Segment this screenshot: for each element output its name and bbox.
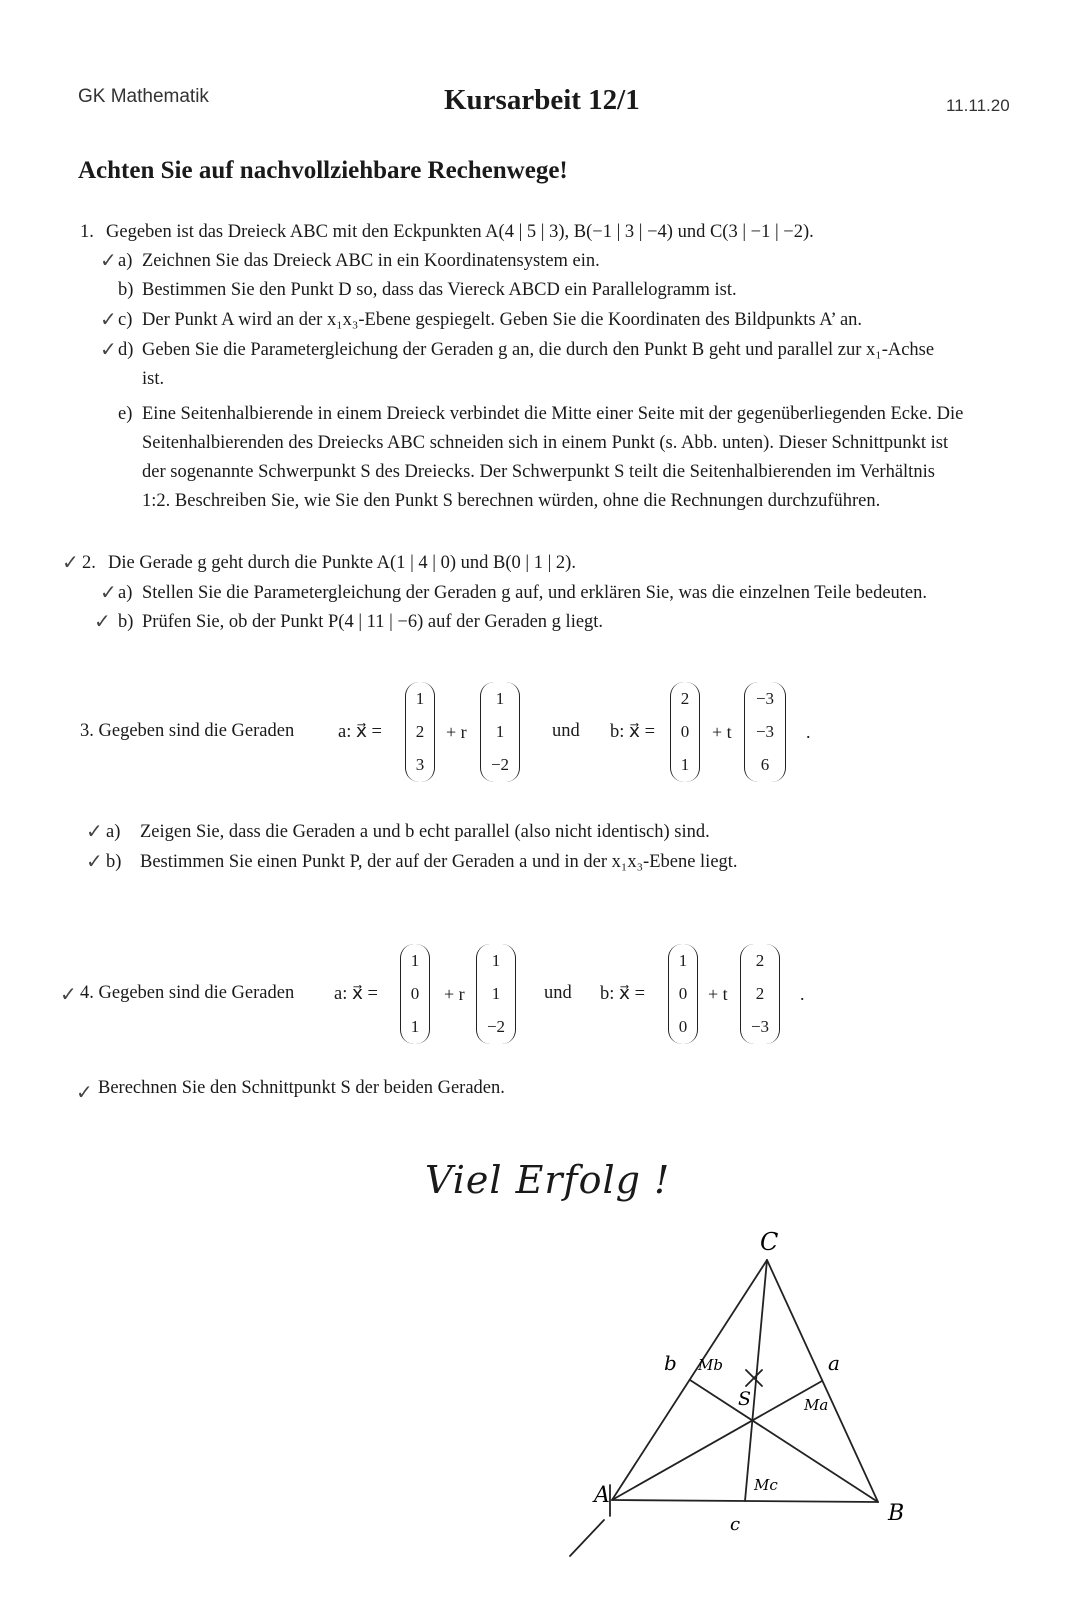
task3-a-direction-vector	[480, 682, 520, 782]
task3-intro: 3. Gegeben sind die Geraden	[80, 721, 295, 741]
centroid-sketch	[560, 1220, 940, 1580]
vector-component: −3	[755, 688, 775, 708]
period: .	[806, 722, 811, 742]
page-title: Kursarbeit 12/1	[444, 84, 640, 116]
median-a	[612, 1381, 822, 1500]
vector-component: −2	[490, 755, 510, 775]
task1d-label: d)	[118, 340, 134, 360]
task3-line-b-label: b: x⃗ =	[610, 722, 656, 742]
vector-component: 2	[755, 983, 765, 1003]
task4-line-a-label: a: x⃗ =	[334, 984, 378, 1004]
task4-a-direction-vector	[476, 944, 516, 1044]
vector-component: 2	[680, 688, 690, 708]
task4-text: Berechnen Sie den Schnittpunkt S der beiden Geraden.	[98, 1078, 505, 1098]
label-Mb: Mb	[698, 1356, 723, 1374]
task1c-label: c)	[118, 310, 133, 330]
task3-a-position-vector	[405, 682, 435, 782]
label-B: B	[888, 1501, 905, 1526]
task2b-text: Prüfen Sie, ob der Punkt P(4 | 11 | −6) auf der Geraden g liegt.	[142, 612, 604, 632]
vector-component: 0	[410, 983, 420, 1003]
task4-and: und	[544, 983, 572, 1003]
vector-component: 0	[678, 1017, 688, 1037]
task2-intro: Die Gerade g geht durch die Punkte A(1 | 4 | 0) und B(0 | 1 | 2).	[108, 553, 576, 573]
vector-component: −3	[755, 721, 775, 741]
check-mark-icon: ✓	[62, 550, 79, 574]
task1a-label: a)	[118, 251, 133, 271]
param-t: + t	[708, 984, 728, 1004]
task3-and: und	[552, 721, 580, 741]
task4-b-direction-vector	[740, 944, 780, 1044]
period: .	[800, 984, 805, 1004]
instruction-notice: Achten Sie auf nachvollziehbare Rechenwege!	[78, 157, 568, 184]
task3-b-direction-vector	[744, 682, 786, 782]
task4-b-position-vector	[668, 944, 698, 1044]
vector-component: 6	[760, 755, 770, 775]
axis-stroke	[570, 1520, 604, 1556]
label-A: A	[594, 1483, 610, 1508]
vector-component: 2	[415, 721, 425, 741]
task2a-label: a)	[118, 583, 133, 603]
vector-component: 1	[491, 950, 501, 970]
task1-intro: Gegeben ist das Dreieck ABC mit den Eckpunkten A(4 | 5 | 3), B(−1 | 3 | −4) und C(3 | −1 | −2).	[106, 222, 814, 242]
vector-component: 1	[495, 721, 505, 741]
label-c: c	[730, 1514, 741, 1535]
farewell-handwriting: Viel Erfolg !	[425, 1158, 671, 1202]
param-r: + r	[444, 984, 465, 1004]
check-mark-icon: ✓	[86, 819, 103, 843]
vector-component: 1	[491, 983, 501, 1003]
check-mark-icon: ✓	[100, 580, 117, 604]
check-mark-icon: ✓	[60, 982, 77, 1006]
label-a: a	[828, 1351, 840, 1375]
vector-component: 1	[410, 950, 420, 970]
vector-component: 1	[678, 950, 688, 970]
task1b-label: b)	[118, 280, 134, 300]
task2b-label: b)	[118, 612, 134, 632]
task2-number: 2.	[82, 553, 96, 573]
task3a-label: a)	[106, 822, 121, 842]
task3b-text: Bestimmen Sie einen Punkt P, der auf der Geraden a und in der x₁x₃-Ebene liegt.	[140, 852, 738, 872]
centroid-marker	[746, 1370, 762, 1386]
check-mark-icon: ✓	[76, 1080, 93, 1104]
label-b: b	[664, 1351, 677, 1375]
exam-date: 11.11.20	[946, 96, 1010, 115]
vector-component: 1	[680, 755, 690, 775]
task1c-text: Der Punkt A wird an der x₁x₃-Ebene gespiegelt. Geben Sie die Koordinaten des Bildpunkts A’ an.	[142, 310, 863, 330]
check-mark-icon: ✓	[94, 609, 111, 633]
task1b-text: Bestimmen Sie den Punkt D so, dass das Viereck ABCD ein Parallelogramm ist.	[142, 280, 737, 300]
course-name: GK Mathematik	[78, 86, 209, 107]
check-mark-icon: ✓	[100, 307, 117, 331]
check-mark-icon: ✓	[100, 337, 117, 361]
label-Mc: Mc	[754, 1476, 778, 1494]
check-mark-icon: ✓	[100, 248, 117, 272]
vector-component: 0	[678, 983, 688, 1003]
label-S: S	[738, 1388, 752, 1410]
label-C: C	[760, 1228, 779, 1256]
vector-component: 1	[495, 688, 505, 708]
task1e-text-line4: 1:2. Beschreiben Sie, wie Sie den Punkt S berechnen würden, ohne die Rechnungen durchzuführen.	[142, 491, 881, 511]
task4-a-position-vector	[400, 944, 430, 1044]
vector-component: 3	[415, 755, 425, 775]
task3-line-a-label: a: x⃗ =	[338, 722, 382, 742]
task4-intro: 4. Gegeben sind die Geraden	[80, 983, 295, 1003]
task1d-text-line2: ist.	[142, 369, 165, 389]
task1-number: 1.	[80, 222, 94, 242]
vector-component: 1	[410, 1017, 420, 1037]
vector-component: 1	[415, 688, 425, 708]
vector-component: −3	[750, 1017, 770, 1037]
task1d-text-line1: Geben Sie die Parametergleichung der Geraden g an, die durch den Punkt B geht und parallel zur x₁-Achse	[142, 340, 935, 360]
param-t: + t	[712, 722, 732, 742]
task1e-text-line3: der sogenannte Schwerpunkt S des Dreiecks. Der Schwerpunkt S teilt die Seitenhalbierenden im Verhältnis	[142, 462, 935, 482]
task4-line-b-label: b: x⃗ =	[600, 984, 646, 1004]
vector-component: 2	[755, 950, 765, 970]
task1e-label: e)	[118, 404, 133, 424]
task3b-label: b)	[106, 852, 122, 872]
task1e-text-line2: Seitenhalbierenden des Dreiecks ABC schneiden sich in einem Punkt (s. Abb. unten). Dieser Schnittpunkt ist	[142, 433, 949, 453]
param-r: + r	[446, 722, 467, 742]
label-Ma: Ma	[804, 1396, 829, 1414]
vector-component: −2	[486, 1017, 506, 1037]
vector-component: 0	[680, 721, 690, 741]
check-mark-icon: ✓	[86, 849, 103, 873]
task3-b-position-vector	[670, 682, 700, 782]
task1e-text-line1: Eine Seitenhalbierende in einem Dreieck verbindet die Mitte einer Seite mit der gegenüberliegenden Ecke. Die	[142, 404, 964, 424]
task3a-text: Zeigen Sie, dass die Geraden a und b echt parallel (also nicht identisch) sind.	[140, 822, 710, 842]
task1a-text: Zeichnen Sie das Dreieck ABC in ein Koordinatensystem ein.	[142, 251, 600, 271]
task2a-text: Stellen Sie die Parametergleichung der Geraden g auf, und erklären Sie, was die einzelnen Teile bedeuten.	[142, 583, 928, 603]
